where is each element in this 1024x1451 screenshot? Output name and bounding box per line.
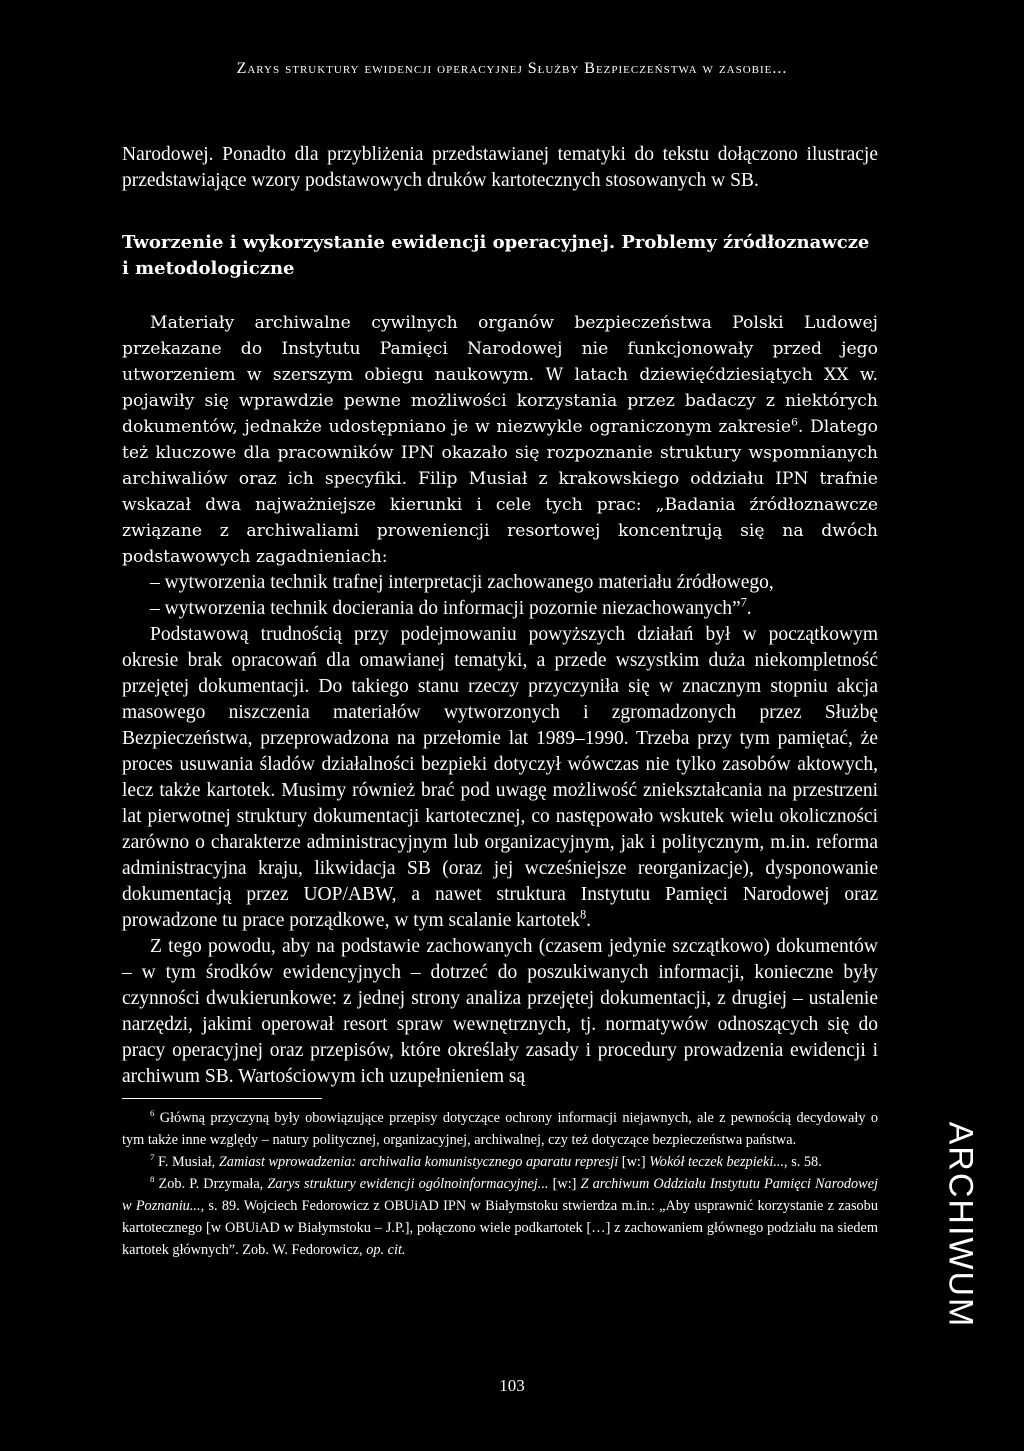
side-label-text: ARCHIWUM (941, 1121, 980, 1329)
footnote-text: , s. 89. Wojciech Fedorowicz z OBUiAD IPN w Białymstoku stwierdza m.in.: „Aby usprawnić korzystanie z zasobu kartotecznego [w OBUiAD w Białymstoku – J.P.], połączono wiele podkartotek […] z zachowaniem głównego podziału na siedem kartotek głównych”. Zob. W. Fedorowicz, (122, 1198, 878, 1258)
footnote-text: Główną przyczyną były obowiązujące przepisy dotyczące ochrony informacji niejawnych, ale z pewnością decydowały o tym także inne względy – natury politycznej, organizacyjnej, archiwalnej, czy też dotyczące bezpieczeństwa państwa. (122, 1110, 878, 1148)
footnote-title: Z archiwum Oddziału Instytutu Pamięci Narodowej w Poznaniu... (122, 1176, 879, 1214)
footnote-ref-8[interactable]: 8 (580, 907, 587, 922)
footnote-number: 6 (150, 1108, 155, 1119)
footnote-text: [w:] (618, 1154, 650, 1170)
body-text: Materiały archiwalne cywilnych organów bezpieczeństwa Polski Ludowej przekazane do Instytutu Pamięci Narodowej nie funkcjonowały przed jego utworzeniem w szerszym obiegu naukowym. W latach dziewięćdziesiątych XX w. pojawiły się wprawdzie pewne możliwości korzystania przez badaczy z niektórych dokumentów, jednakże udostępniano je w niezwykle ograniczonym zakresie (122, 313, 878, 437)
list-item-text: – wytworzenia technik docierania do informacji pozornie niezachowanych” (150, 598, 741, 619)
footnote-8 (122, 1173, 878, 1261)
footnote-ref-6[interactable]: 6 (791, 415, 798, 429)
footnotes (122, 1098, 878, 1261)
footnote-op-cit: op. cit. (366, 1242, 406, 1258)
footnote-title: Wokół teczek bezpieki... (649, 1154, 785, 1170)
page-number: 103 (499, 1376, 525, 1395)
body-text-end: . (586, 910, 591, 931)
footnote-text: F. Musiał, (154, 1154, 219, 1170)
footnote-rule (122, 1098, 322, 1099)
running-head: Zarys struktury ewidencji operacyjnej Służby Bezpieczeństwa w zasobie... (236, 60, 788, 77)
body-paragraph-3: Z tego powodu, aby na podstawie zachowanych (czasem jedynie szczątkowo) dokumentów – w tym środków ewidencyjnych – dotrzeć do poszukiwanych informacji, konieczne były czynności dwukierunkowe: z jednej strony analiza przejętej dokumentacji, z drugiej – ustalenie narzędzi, jakimi operował resort spraw wewnętrznych, tj. normatywów odnoszących się do pracy operacyjnej oraz przepisów, które określały zasady i procedury prowadzenia ewidencji i archiwum SB. Wartościowym ich uzupełnieniem są (122, 936, 878, 1087)
body-text: . Dlatego też kluczowe dla pracowników IPN okazało się rozpoznanie struktury wspomnianych archiwaliów oraz ich specyfiki. (122, 417, 878, 489)
body-paragraph-1 (122, 310, 878, 570)
footnote-text: , s. 58. (784, 1154, 822, 1170)
list-item (122, 596, 878, 622)
footnote-number: 7 (150, 1152, 155, 1163)
main-text (122, 142, 878, 1090)
intro-paragraph: Narodowej. Ponadto dla przybliżenia przedstawianej tematyki do tekstu dołączono ilustracje przedstawiające wzory podstawowych druków kartotecznych stosowanych w SB. (122, 144, 878, 191)
side-label (940, 1120, 980, 1330)
footnote-title: Zamiast wprowadzenia: archiwalia komunistycznego aparatu represji (218, 1154, 619, 1170)
body-text: Podstawową trudnością przy podejmowaniu powyższych działań był w początkowym okresie brak opracowań dla omawianej tematyki, a przede wszystkim duża niekompletność przejętej dokumentacji. Do takiego stanu rzeczy przyczyniła się w znacznym stopniu akcja masowego niszczenia materiałów wytworzonych i zgromadzonych przez Służbę Bezpieczeństwa, przeprowadzona na przełomie lat 1989–1990. Trzeba przy tym pamiętać, że proces usuwania śladów działalności bezpieki dotyczył wówczas nie tylko zasobów aktowych, lecz także kartotek. Musimy również brać pod uwagę możliwość zniekształcania na przestrzeni lat pierwotnej struktury dokumentacji kartotecznej, co następowało wskutek wielu okoliczności zarówno o charakterze administracyjnym lub organizacyjnym, jak i politycznym, m.in. reforma administracyjna kraju, likwidacja SB (oraz jej wcześniejsze reorganizacje), dysponowanie dokumentacją przez UOP/ABW, a nawet struktura Instytutu Pamięci Narodowej oraz prowadzone tu prace porządkowe, w tym scalanie kartotek (122, 624, 878, 931)
section-heading: Tworzenie i wykorzystanie ewidencji operacyjnej. Problemy źródłoznawcze i metodologiczne (122, 232, 870, 279)
list-item-end: . (746, 598, 752, 619)
footnote-6 (122, 1107, 878, 1151)
footnote-text: Zob. P. Drzymała, (154, 1176, 268, 1192)
footnote-number: 8 (150, 1174, 155, 1185)
body-text: Filip Musiał z krakowskiego oddziału IPN trafnie wskazał dwa najważniejsze kierunki i cele tych prac: „Badania źródłoznawcze związane z archiwaliami proweniencji resortowej koncentrują się na dwóch podstawowych zagadnieniach: (122, 469, 878, 567)
list-item: – wytworzenia technik trafnej interpretacji zachowanego materiału źródłowego, (150, 572, 774, 593)
body-paragraph-2 (122, 622, 878, 934)
footnote-7 (122, 1151, 878, 1173)
footnote-text: [w:] (548, 1176, 581, 1192)
footnote-title: Zarys struktury ewidencji ogólnoinformacyjnej... (267, 1176, 549, 1192)
footnote-ref-7[interactable]: 7 (740, 595, 747, 610)
